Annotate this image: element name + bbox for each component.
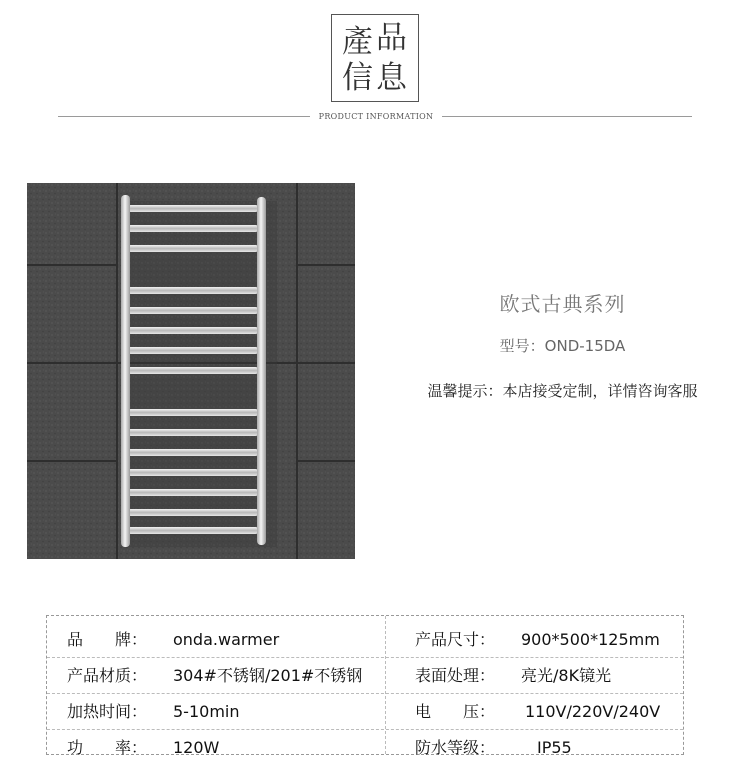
spec-value: 304#不锈钢/201#不锈钢 <box>173 666 363 685</box>
product-info-logo <box>331 14 419 102</box>
spec-row <box>47 730 683 766</box>
spec-value: 亮光/8K镜光 <box>521 666 612 685</box>
product-photo <box>27 183 355 559</box>
spec-value: 900*500*125mm <box>521 630 660 649</box>
logo-char-4: 息 <box>376 60 407 96</box>
spec-label: 产品材质： <box>67 666 148 685</box>
divider-right <box>442 116 692 117</box>
spec-label: 电 压： <box>415 702 496 721</box>
series-title: 欧式古典系列 <box>499 292 626 316</box>
spec-row <box>47 658 683 694</box>
custom-order-tip: 温馨提示：本店接受定制，详情咨询客服 <box>427 382 698 400</box>
logo-char-3: 信 <box>342 60 373 96</box>
spec-label: 防水等级： <box>415 738 496 757</box>
towel-rack-photo <box>27 183 355 559</box>
spec-label: 品 牌： <box>67 630 148 649</box>
spec-value: IP55 <box>537 738 572 757</box>
divider-left <box>58 116 310 117</box>
spec-label: 产品尺寸： <box>415 630 496 649</box>
model-number: 型号：OND-15DA <box>499 337 626 355</box>
spec-value: 120W <box>173 738 220 757</box>
spec-row <box>47 694 683 730</box>
logo-char-2: 品 <box>376 20 407 56</box>
logo-char-1: 產 <box>342 24 373 60</box>
spec-label: 加热时间： <box>67 702 148 721</box>
spec-value: 110V/220V/240V <box>525 702 661 721</box>
spec-table <box>46 615 684 755</box>
spec-label: 功 率： <box>67 738 148 757</box>
spec-row <box>47 622 683 658</box>
spec-value: onda.warmer <box>173 630 280 649</box>
section-subtitle: PRODUCT INFORMATION <box>318 112 434 121</box>
spec-value: 5-10min <box>173 702 240 721</box>
spec-label: 表面处理： <box>415 666 496 685</box>
